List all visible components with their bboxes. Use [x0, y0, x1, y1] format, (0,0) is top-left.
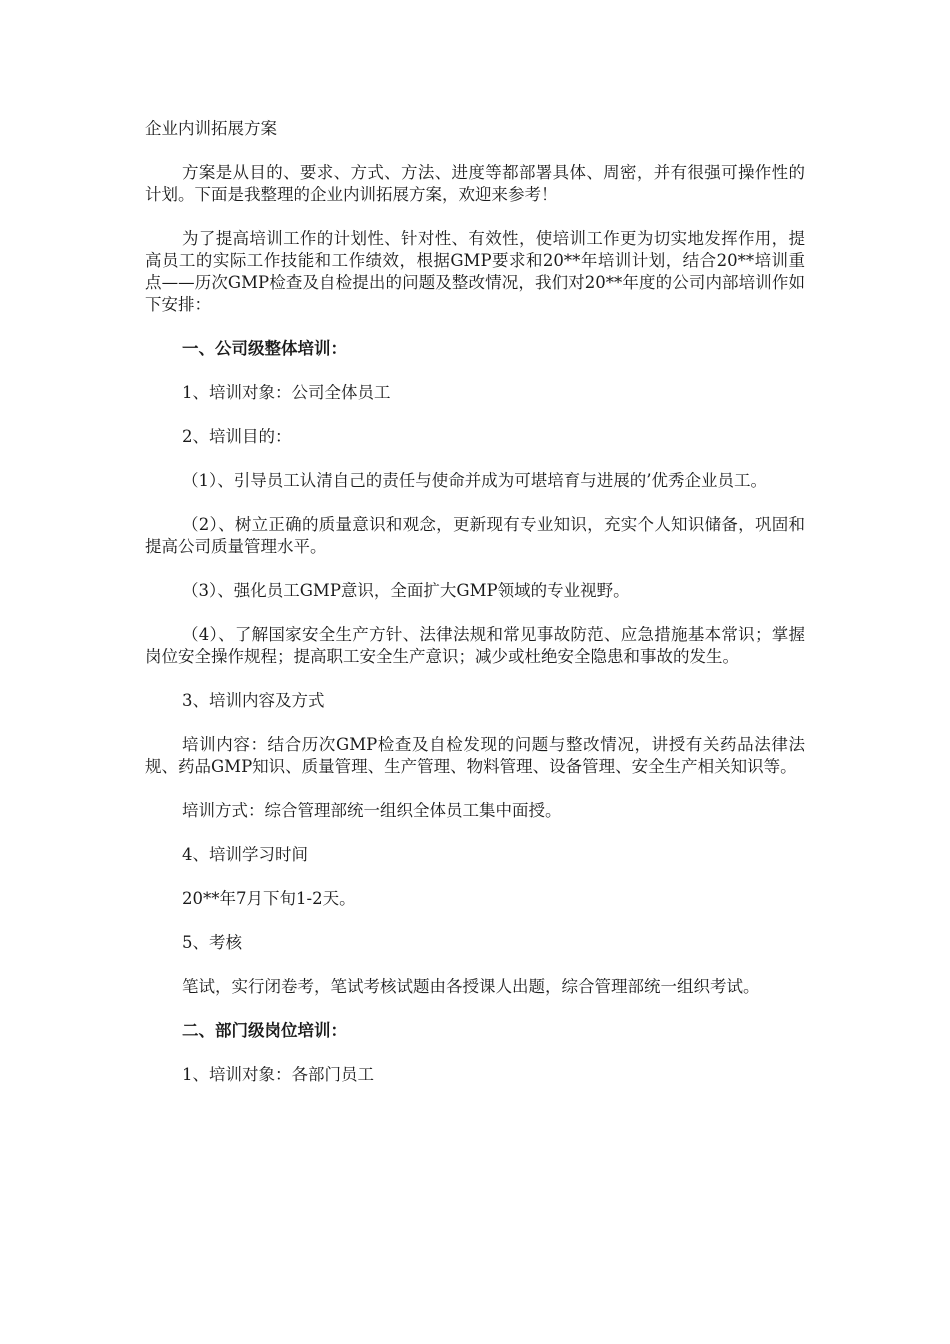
intro-paragraph: 方案是从目的、要求、方式、方法、进度等都部署具体、周密，并有很强可操作性的计划。下面是我整理的企业内训拓展方案，欢迎来参考！ [145, 163, 805, 204]
document-page [145, 118, 805, 1108]
section1-method: 培训方式：综合管理部统一组织全体员工集中面授。 [182, 801, 562, 820]
purpose-paragraph: 为了提高培训工作的计划性、针对性、有效性，使培训工作更为切实地发挥作用，提高员工的实际工作技能和工作绩效，根据GMP要求和20**年培训计划，结合20**培训重点——历次GMP检查及自检提出的问题及整改情况，我们对20**年度的公司内部培训作如下安排： [145, 229, 805, 314]
goal-item-1: （1）、引导员工认清自己的责任与使命并成为可堪培育与进展的’优秀企业员工。 [182, 471, 767, 490]
section1-time: 20**年7月下旬1-2天。 [182, 889, 356, 908]
goal-item-4: （4）、了解国家安全生产方针、法律法规和常见事故防范、应急措施基本常识；掌握岗位安全操作规程；提高职工安全生产意识；减少或杜绝安全隐患和事故的发生。 [145, 625, 805, 666]
section1-goal-label: 2、培训目的： [182, 427, 292, 446]
section1-time-label: 4、培训学习时间 [182, 845, 308, 864]
section1-heading: 一、公司级整体培训： [182, 339, 347, 358]
section1-exam: 笔试，实行闭卷考，笔试考核试题由各授课人出题，综合管理部统一组织考试。 [182, 977, 760, 996]
document-title: 企业内训拓展方案 [145, 119, 277, 138]
goal-item-3: （3）、强化员工GMP意识，全面扩大GMP领域的专业视野。 [182, 581, 630, 600]
section2-heading: 二、部门级岗位培训： [182, 1021, 347, 1040]
section1-content-label: 3、培训内容及方式 [182, 691, 325, 710]
section1-target: 1、培训对象：公司全体员工 [182, 383, 391, 402]
section1-exam-label: 5、考核 [182, 933, 242, 952]
section2-target: 1、培训对象：各部门员工 [182, 1065, 374, 1084]
section1-content: 培训内容：结合历次GMP检查及自检发现的问题与整改情况，讲授有关药品法律法规、药品GMP知识、质量管理、生产管理、物料管理、设备管理、安全生产相关知识等。 [145, 735, 805, 776]
goal-item-2: （2）、树立正确的质量意识和观念，更新现有专业知识，充实个人知识储备，巩固和提高公司质量管理水平。 [145, 515, 805, 556]
